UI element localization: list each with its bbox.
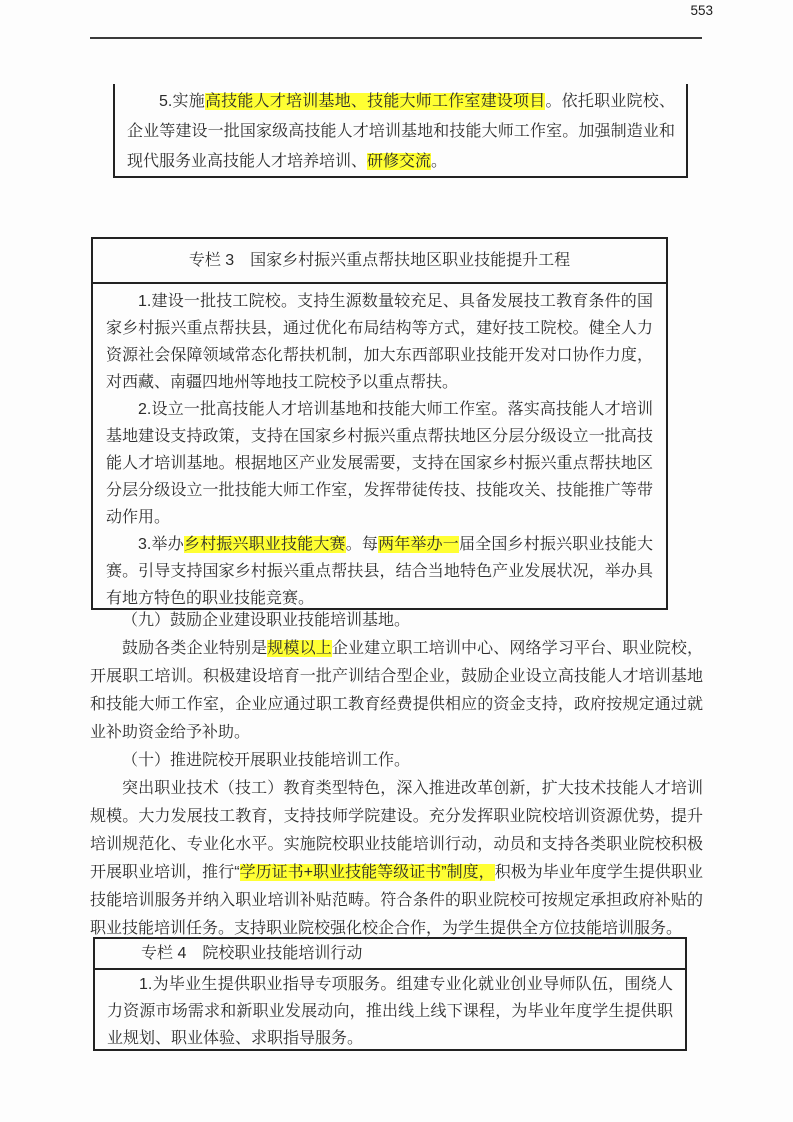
box-column-3-body: [93, 284, 666, 610]
highlighted-text: 规模以上: [267, 640, 332, 657]
box-column-3-title: 专栏 3 国家乡村振兴重点帮扶地区职业技能提升工程: [93, 239, 666, 284]
text-segment: （九）鼓励企业建设职业技能培训基地。: [122, 612, 411, 629]
text-segment: 2.设立一批高技能人才培训基地和技能大师工作室。落实高技能人才培训基地建设支持政策，支持在国家乡村振兴重点帮扶地区分层分级设立一批高技能人才培训基地。根据地区产业发展需要，支持在国家乡村振兴重点帮扶地区分层分级设立一批技能大师工作室，发挥带徒传技、技能攻关、技能推广等带动作用。: [106, 401, 653, 526]
box-3-paragraph-3: [106, 531, 653, 610]
text-segment: 。依托职业院校、企业等建设一批国家级高技能人才培训基地和技能大师工作室。加强制造业和现代服务业高技能人才培养培训、: [127, 93, 675, 170]
box-3-paragraph-2: [106, 396, 653, 531]
box-continued-from-previous-page: [113, 84, 688, 178]
text-segment: 突出职业技术（技工）教育类型特色，深入推进改革创新，扩大技术技能人才培训规模。大力发展技工教育，支持技师学院建设。充分发挥职业院校培训资源优势，提升培训规范化、专业化水平。实施院校职业技能培训行动，动员和支持各类职业院校积极开展职业培训，推行“: [90, 780, 703, 881]
box-4-paragraph-1: [107, 971, 673, 1051]
text-segment: 企业建立职工培训中心、网络学习平台、职业院校，开展职工培训。积极建设培育一批产训结合型企业，鼓励企业设立高技能人才培训基地和技能大师工作室，企业应通过职工教育经费提供相应的资金支持，政府按规定通过就业补助资金给予补助。: [90, 640, 703, 741]
text-segment: 鼓励各类企业特别是: [122, 640, 268, 657]
highlighted-text: 乡村振兴职业技能大赛: [183, 536, 346, 553]
section-10-heading: [90, 747, 703, 775]
box-column-4-body: [95, 970, 685, 1051]
box-continued-paragraph: [127, 87, 675, 177]
text-segment: 5.实施: [159, 93, 205, 110]
highlighted-text: 高技能人才培训基地、技能大师工作室建设项目: [204, 93, 546, 110]
text-segment: 1.为毕业生提供职业指导专项服务。组建专业化就业创业导师队伍，围绕人力资源市场需求和新职业发展动向，推出线上线下课程，为毕业年度学生提供职业规划、职业体验、求职指导服务。: [107, 976, 673, 1047]
box-column-4-title: 专栏 4 院校职业技能培训行动: [95, 939, 685, 970]
box-column-3: [91, 237, 668, 610]
highlighted-text: 学历证书+职业技能等级证书”制度，: [239, 864, 495, 881]
text-segment: 积极为毕业年度学生提供职业技能培训服务并纳入职业培训补贴范畴。符合条件的职业院校可按规定承担政府补贴的职业技能培训任务。支持职业院校强化校企合作，为学生提供全方位技能培训服务。: [90, 864, 703, 937]
main-text: [90, 607, 703, 943]
section-9-paragraph: [90, 635, 703, 747]
highlighted-text: 研修交流: [367, 153, 432, 170]
highlighted-text: 两年举办一: [378, 536, 459, 553]
box-3-paragraph-1: [106, 288, 653, 396]
page-number: 553: [690, 3, 713, 18]
section-9-heading: [90, 607, 703, 635]
text-segment: 届全国乡村振兴职业技能大赛。引导支持国家乡村振兴重点帮扶县，结合当地特色产业发展状况，举办具有地方特色的职业技能竞赛。: [106, 536, 653, 607]
header-rule: [90, 37, 702, 39]
text-segment: 。: [431, 153, 448, 170]
text-segment: 3.举办: [138, 536, 184, 553]
box-column-4: [93, 937, 687, 1051]
text-segment: 。每: [345, 536, 379, 553]
text-segment: （十）推进院校开展职业技能培训工作。: [122, 752, 411, 769]
text-segment: 1.建设一批技工院校。支持生源数量较充足、具备发展技工教育条件的国家乡村振兴重点帮扶县，通过优化布局结构等方式，建好技工院校。健全人力资源社会保障领域常态化帮扶机制，加大东西部职业技能开发对口协作力度，对西藏、南疆四地州等地技工院校予以重点帮扶。: [106, 293, 653, 391]
section-10-paragraph: [90, 775, 703, 943]
